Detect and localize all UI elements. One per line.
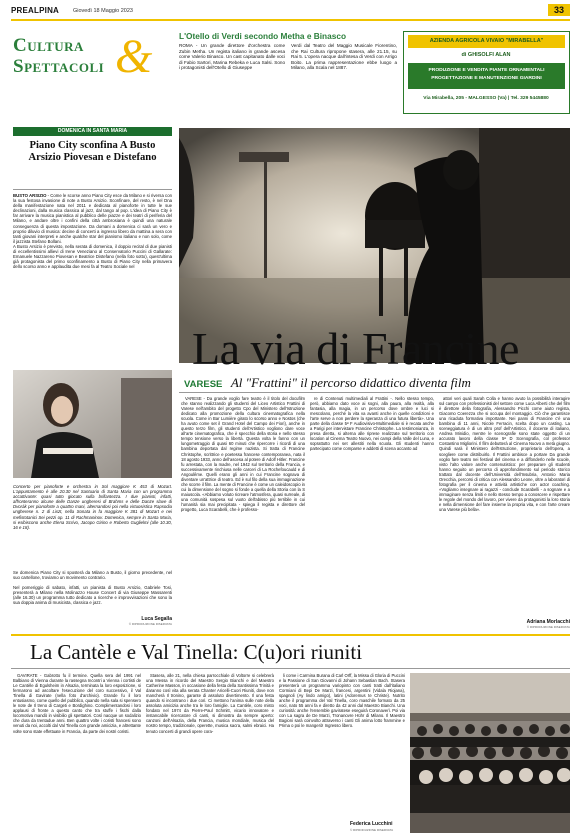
- left-article: [13, 127, 172, 628]
- article-paragraph-3: Concerto per pianoforte e orchestra in Sol maggiore K 453 di Mozart. L'appuntamento è alle 20.30 nel Santuario di Santa Maria con un programma accattivante: quasi tutto giocato sulla brillantezza. I due pianisti, infatti, affronteranno alcune delle Danze ungheresi di Brahms e delle Danze slave di Dvorák per pianoforte a quattro mani, alternandosi poi nella virtuosistica Rapsodia ungherese n. 2 di Liszt, nella Sonata in fa maggiore K 381 di Mozart e nei mefistotanici Sei pezzi op. 11 di Rachmaninov. Domenica, sempre in Santa Maria, si esibiscono anche Elena Scrivo, Jacopo Girino e Roberto Guglielmi (alle 10.30, 16 e 18).: [13, 484, 172, 530]
- section-ampersand: &: [115, 30, 153, 83]
- ad-address: Via Mirabella, 205 - MALGESSO (Va) | Tel. 329 5445880: [423, 96, 549, 101]
- feature-author: Adriana Morlacchi: [526, 619, 570, 625]
- section-word-cultura: Cultura: [13, 35, 84, 56]
- masthead-brand: PREALPINA: [11, 6, 60, 15]
- ad-owner: di GHISOLFI ALAN: [461, 52, 511, 58]
- top-news-col-2: Verdi dal Teatro del Maggio Musicale Fiorentino, che Rai Cultura ripropone stasera, alle 21.15, su Rai 5. L'opera nacque dall'intesa di Verdi con Arrigo Boito. La prima rappresentazione ebbe luogo a Milano, alla Scala nel 1887.: [291, 43, 397, 71]
- pianist-photo-image: [13, 370, 172, 478]
- bottom-col-3: li come i Carmina Burana di Carl Orff, la Missa di Gloria di Puccini e la Passione di San Giovanni di Johann Sebastian Bach. Stasera presenterà un programma variopinto con canti tratti dall'italiano Cormiani di Bepi De Marzi, francesi, argentini (Vidala Riojana), spagnoli (Ay lindo amigo), latini (Adoremus te Christe). Nutrito anche il programma del Val Tinella, coro maschile formato da 25 voci, nato 55 anni fa e diretto da 42 anni dal Maestro Bianchi. Una curiosità: anche l'ensemble gaviratese eseguirà Coronaverì. Poi via con La sagra de De Marzi, Tronanovre Hühr di Milano. Il Maestro Bagioni sarà coinvolto attraverso i canti Gli anima lotto frammine e Prima o poi le mangerò! Ingresso libero.: [279, 673, 405, 729]
- feature-headline: La via di Francine: [192, 323, 519, 374]
- ad-service-line-1: PRODUZIONE E VENDITA PIANTE ORNAMENTALI: [428, 68, 545, 73]
- section-word-spettacoli: Spettacoli: [13, 56, 105, 77]
- article-body-1: [13, 193, 172, 269]
- article-title: Piano City sconfina A Busto Arsizio Piovesan e Distefano: [28, 140, 157, 163]
- choir-photo-image: [410, 673, 570, 833]
- article-paragraph-4: Se domenica Piano City si sposterà da Milano a Busto, il giorno precedente, nel suo cartellone, troviamo un movimento contrario.: [13, 570, 172, 581]
- article-dateline: BUSTO ARSIZIO: [13, 193, 47, 198]
- bottom-col-2: Stasera, alle 21, nella chiesa parrocchiale di Voltorre si celebrerà una Messa in ricordo del Maestro Sergio Bianchi e del Maestro Catherine Masson, in occasione della festa della Santissima Trinità e daranno così vita alla serata Chanter Aricelli-Cuori Riuniti, dove non mancherà Il tronino, garante di assoluto divertimento. Il una festa quando si incontrano i due cori. Ci mettono l'anima sulle note della assoluta amicizia anche tra le loro famiglie. La Cantèle, coro misto fondato nel 1974 da Pierre-Paul Schmitt, vicario innovatore e instancabile ricercatore di canti, si dimostra da sempre aperto: canzoni dell'Alsazia, della Francia, musica mondiale, musica del nostro tempo, tradizionale, operette, musica sacra, salmi ebraici. Ha tenuto concerti di grandi opere cora-: [146, 673, 274, 734]
- ad-services: [408, 63, 565, 89]
- choir-photo: [410, 673, 570, 833]
- article-author: Luca Segalla: [141, 616, 172, 622]
- ad-service-line-2: PROGETTAZIONE E MANUTENZIONE GIARDINI: [431, 76, 542, 81]
- article-paragraph-1: - Come le scorse anno Piano City esce da Milano e si riversa con la sua festosa invasione di note a Busto Arsizio. Sconfinare, del resto, è nel Dna della manifestazione nata nel 2011 e dedicata al pianoforte in tutte le sue declinazioni, dalla musica classica al jazz, dal tango al pop. L'idea di Piano City è far arrivare la musica pianistica al pubblico delle piazze e dei teatri di periferia del Milano, e andare oltre i confini della città ambrosiana è quindi una naturale conseguenza di questa impostazione. Da domani a domenica ci sarà un vero e proprio diluvio di musica: decine di concerti a ingresso libero da mattina a sera con tanti giovani interpreti e anche qualche star del pianismo italiano e non solo, come il jazzista Stefano Bollani.: [13, 193, 172, 244]
- ad-box: [403, 31, 570, 114]
- pianist-photo: [13, 370, 172, 478]
- bottom-copyright: © RIPRODUZIONE RISERVATA: [350, 828, 394, 832]
- copyright-credit: © RIPRODUZIONE RISERVATA: [128, 622, 172, 626]
- bottom-author: Federica Lucchini: [350, 821, 393, 827]
- feature-kicker: VARESE: [184, 379, 223, 390]
- article-kicker: DOMENICA IN SANTA MARIA: [13, 127, 172, 136]
- feature-col-3: attori veri quali Sarah Colla e hanno avuto la possibilità interagire sul campo con professionisti del settore come Luca Alberti che del film è direttore della fotografia, Alessandro Picchi come aiuto regista, Giacomo Coerezza che si occupa del montaggio. Ciò che garantisce una ricaduta formativa importante. Nei panni di Francine c'è una bambina di 11 anni, Nicole Ferracin, scelta dopo un casting. La sceneggiatura è di un altro prof dell'Artistico, il docente di italiano, Andrea Minidio, mentre le scenografie sono state oggetto di un accurato lavoro della classe 5ª D Scenografia, col professor Costantino Migliorini. Il film debutterà al Cinema Nuovo a metà giugno. Quindi sarà il Ministero dell'Istruzione, proprietario dell'opera, a scegliere come distribuirlo. Il Frattini ambisce a portare Da grande voglio fare teatro nei festival del cinema e a diffonderlo nelle scuole, visto l'alto valore anche contenutistico: per preparare gli studenti hanno seguito un percorso di approfondimento sul periodo storico trattato dal docente dell'Università dell'Insubria, Antonio Maria Orecchia, percorsi di critica con Alessandro Leone, oltre a laboratori di fotografia per il cinema e attività artistiche con actor coaching. «Vogliamo insegnare ai ragazzi - conclude Scarabelli - a sognare e a immaginare senza limiti e nello stesso tempo a conoscere e rispettare le regole del mondo del lavoro, per vivere da protagonisti la loro storia e nella dimensione del fare insieme la propria vita, e con l'arte creare una Varese più bella».: [439, 396, 570, 513]
- feature-subhead: Al "Frattini" il percorso didattico diventa film: [230, 375, 471, 390]
- feature-copyright: © RIPRODUZIONE RISERVATA: [526, 625, 570, 629]
- ad-title: AZIENDA AGRICOLA VIVAIO "MIRABELLA": [408, 35, 565, 48]
- article-paragraph-5: Nel pomeriggio di sabato, infatti, un pianista di Busto Arsizio, Gabriele Tosi, presenterà a Milano nella Molinazzo House Concert di via Giuseppe Massarenti (alle 16.30) un programma tutto dedicato a ricerche e improvvisazioni che sono la sua doppia anima di musicista, classica e jazz.: [13, 585, 172, 606]
- feature-col-1: VARESE - Da grande voglio fare teatro è il titolo del docufilm che stanno realizzando gli studenti del Liceo Artistico Frattini di Varese nell'ambito del progetto Cpo del Ministero dell'Istruzione dedicato alla promozione della cultura cinematografica nella scuola. Come in Bar Lumière girato lo scorso anno e Nostos (che ha avuto come set il Grand Hotel del Campo dei Fiori), anche in questo terzo film, gli studenti dell'Artistico vogliono dare voce all'arte cinematografica, che è specchio della storia e nello stesso tempo tensione verso la libertà. Questa volta le fanno con un lungometraggio di quasi 60 minuti che ripercorre i ricordi di una bambina deportata dal regime nazista. Si tratta di Francine Christophe, scrittrice e poetessa francese contemporanea, nata il 18 agosto 1933, anno dell'ascesa al potere di Adolf Hitler. Francine fu arrestata, con la madre, nel 1942 sul territorio della Francia, e successivamente rinchiusa nelle carceri di La Rochefoucauld e di Angoulême. Quelli erano gli anni in cui Francine sognava di diventare un'attrice di teatro. Ed è sul filo della sua immaginazione che scorre il film. La mente di Francine è come un caleidoscopio in cui la dimensione del sogno si fonde a quella della Storia con la S maiuscola. «Abbiamo voluto ricreare l'atmosfera, quasi surreale, di una comunità sospesa sul vuoto dell'abisso più terribile in cui l'umanità sia mai precipitata - spiega il regista e direttore del progetto, Luca Scarabelli, che è professo-: [181, 396, 305, 513]
- section-title: [13, 30, 178, 117]
- bottom-col-1: GAVIRATE - Gabrotto fu il termine. Quella sera del 1991 nel Balbiano di Vienna durante la rassegna Incontri a Vienna i cortisti de Le Cantèle di Egulsheim in Alsazia, terminata la loro esposizione, si fermarono ad ascoltare l'esecuzione del coro successivo, il Val Tinella di Gavirate (nella foto d'archivio). Grande fu il loro entusiasmo, come quello del pubblico, quando nella sala si spensero le note de Il treno di Cargeti e Bordighino. Complimentandosi i loro applausi di fronte a questo canto che tra stuffe i fischi dalla locomotiva mandò in visibilio gli spettatori. Così nacque un sodalizio che dura da trentadue anni. Ben quattro volte i coristi francesi sono venuti da noi, accolti dal Val Tinella con grande amicizia, e altrettante volte sono state effettuate in Francia, da parte dei nostri coristi.: [13, 673, 141, 734]
- feature-col-2: re di Contenuti multimediali al Frattini -. Nello stesso tempo, però, abbiamo dato voce ai sogni, alla paura, alla realtà, alla fantasia, alla magia, in un percorso dove ombre e luci si mescolano, perché la vita va avanti anche in quelle condizioni e l'arte serve a non perdere la speranza di una futura libertà». Una parte della classe 5ª F Audiovisivo-Multimediale si è recata anche a Parigi per intervistare Francine Christophe. La testimonianza, in presa diretta, si alterna alle riprese realizzate sul territorio con location al Cinema Teatro Nuovo, nei campi della Valle del Luna, e soprattutto nei set allestiti nella scuola. Gli studenti hanno partecipato come comparse e addetti di scena accanto ad: [310, 396, 434, 452]
- header-date: Giovedì 18 Maggio 2023: [73, 7, 133, 14]
- top-news-col-1: ROMA - Un grande direttore d'orchestra come Zubin Metha. Un regista italiano in grande ascesa come Valerio Binasco. Un cast capitanato dalle voci di Fabio Sartori, Marina Rebeka e Luca Salsi. Sono i protagonisti dell'Otello di Giuseppe: [179, 43, 285, 71]
- page-number: 33: [548, 4, 570, 16]
- top-news-title: L'Otello di Verdi secondo Metha e Binasco: [179, 31, 347, 41]
- bottom-headline: La Cantèle e Val Tinella: C(u)ori riuniti: [30, 640, 363, 664]
- page-header: [11, 4, 570, 18]
- top-news: [179, 31, 397, 103]
- article-paragraph-2: A Busto Arsizio è previsto, nella serata di domenica, il doppio recital di due pianisti di eccellentissimi allievi di Irene Veneziano al Conservatorio Puccini di Gallarate: Emanuele Nazzareno Piovesan e Beatrice Distefano (nella foto sotto), quest'ultima già protagonista del primo sconfinamento a Busto di Piano City nella primavera dello scorso anno e applaudita due mesi fa al Teatro Sociale nel: [13, 243, 172, 270]
- feature-subhead-line: [184, 374, 471, 392]
